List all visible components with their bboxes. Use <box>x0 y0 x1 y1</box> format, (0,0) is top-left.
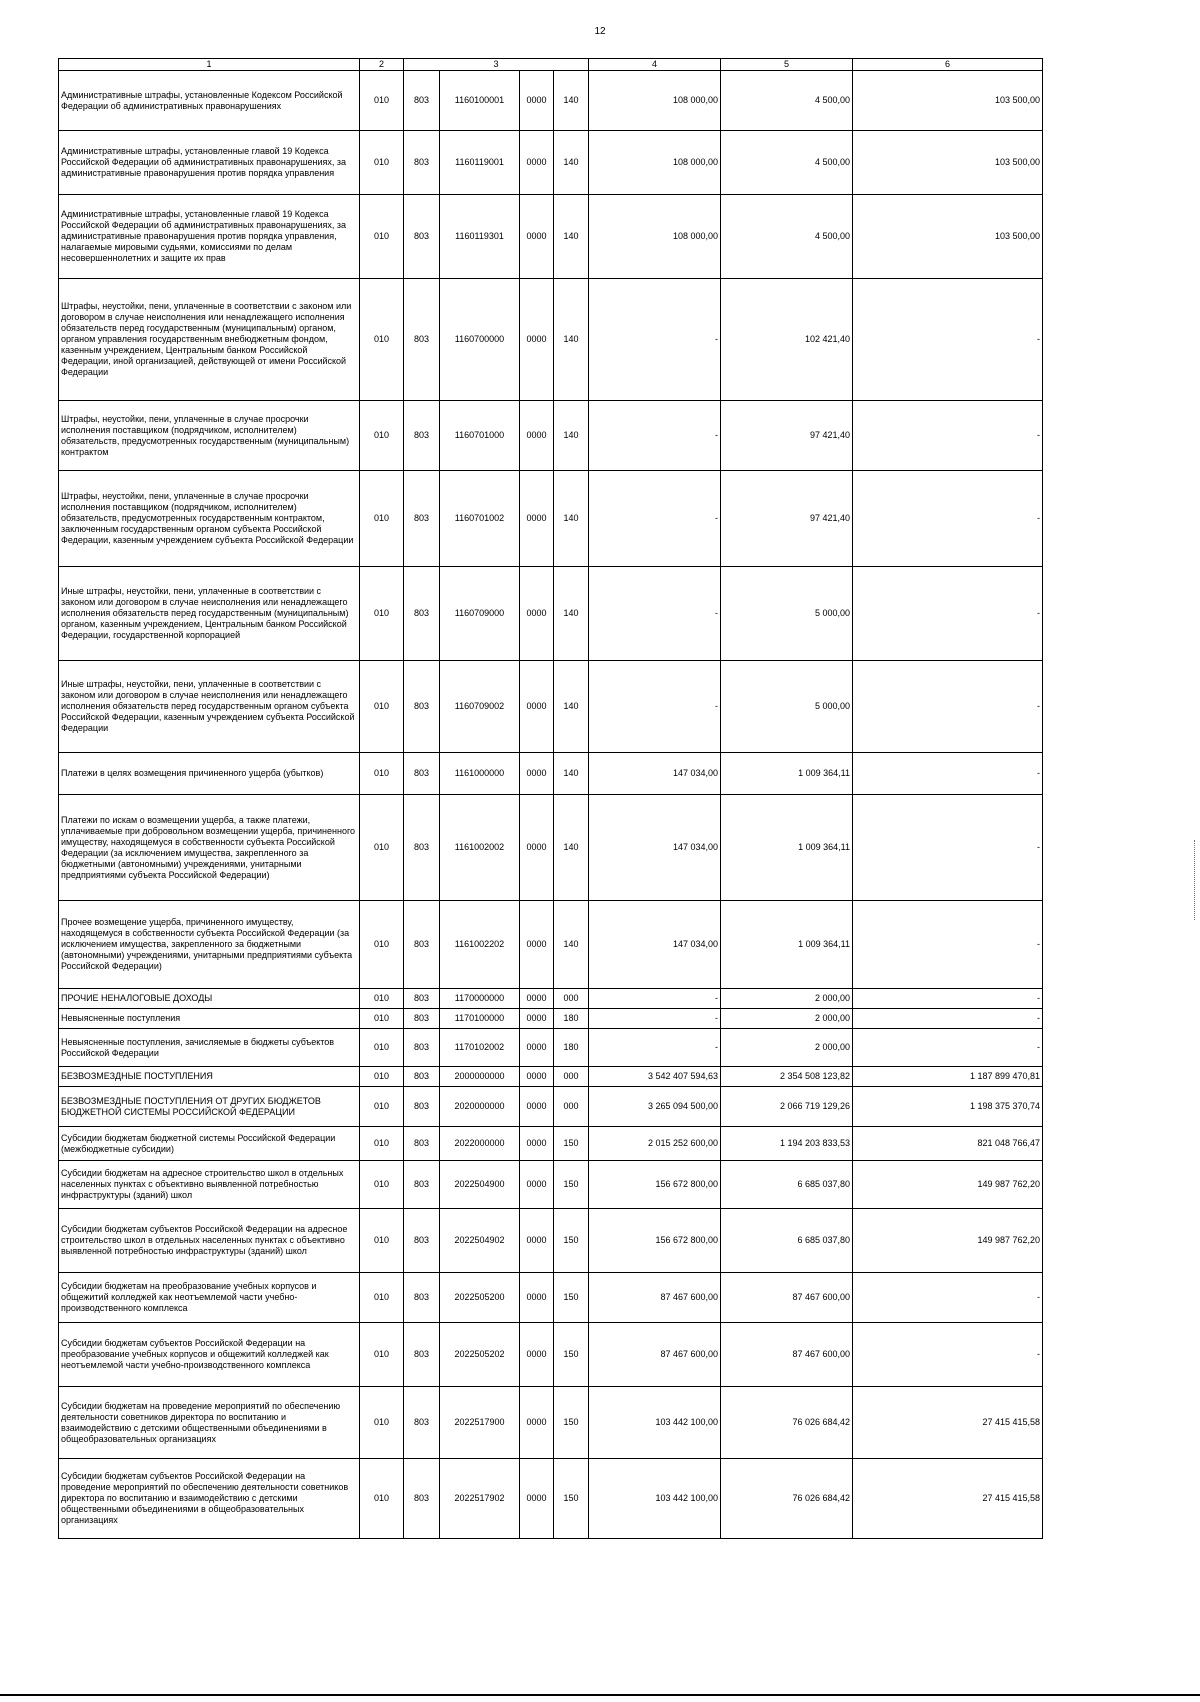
row-col-6: 149 987 762,20 <box>853 1161 1043 1209</box>
row-description: Административные штрафы, установленные главой 19 Кодекса Российской Федерации об административных правонарушениях, за административные правонарушения против порядка управления, налагаемые мировыми судьями, комиссиями по делам несовершеннолетних и защите их прав <box>59 195 360 279</box>
row-code-main: 1170100000 <box>440 1009 520 1029</box>
row-col-4: 2 015 252 600,00 <box>589 1127 721 1161</box>
table-row <box>59 661 1043 753</box>
row-code-main: 1161002002 <box>440 795 520 901</box>
row-code-main: 1161000000 <box>440 753 520 795</box>
row-description: Платежи по искам о возмещении ущерба, а также платежи, уплачиваемые при добровольном возмещении ущерба, причиненного имуществу, находящемуся в собственности субъекта Российской Федерации (за исключением имущества, закрепленного за бюджетными (автономными) учреждениями, унитарными предприятиями субъекта Российской Федерации) <box>59 795 360 901</box>
row-code-a: 010 <box>360 1273 404 1323</box>
row-col-5: 4 500,00 <box>721 195 853 279</box>
row-col-6: 149 987 762,20 <box>853 1209 1043 1273</box>
row-col-4: 3 265 094 500,00 <box>589 1087 721 1127</box>
row-description: Штрафы, неустойки, пени, уплаченные в случае просрочки исполнения поставщиком (подрядчиком, исполнителем) обязательств, предусмотренных государственным контрактом, заключенным государственным органом субъекта Российской Федерации, казенным учреждением субъекта Российской Федерации <box>59 471 360 567</box>
row-description: Субсидии бюджетам на преобразование учебных корпусов и общежитий колледжей как неотъемлемой части учебно-производственного комплекса <box>59 1273 360 1323</box>
table-row <box>59 131 1043 195</box>
row-col-6: 103 500,00 <box>853 195 1043 279</box>
row-col-4: 103 442 100,00 <box>589 1387 721 1459</box>
row-code-b: 803 <box>404 1323 440 1387</box>
row-code-d: 0000 <box>520 1209 554 1273</box>
table-header-row <box>59 59 1043 71</box>
table-row <box>59 1323 1043 1387</box>
row-col-4: 108 000,00 <box>589 131 721 195</box>
row-code-b: 803 <box>404 1029 440 1067</box>
row-code-a: 010 <box>360 471 404 567</box>
row-code-d: 0000 <box>520 1067 554 1087</box>
row-description: Субсидии бюджетам субъектов Российской Федерации на адресное строительство школ в отдельных населенных пунктах с объективно выявленной потребностью инфраструктуры (зданий) школ <box>59 1209 360 1273</box>
row-col-4: - <box>589 989 721 1009</box>
row-col-5: 97 421,40 <box>721 401 853 471</box>
row-description: Иные штрафы, неустойки, пени, уплаченные в соответствии с законом или договором в случае неисполнения или ненадлежащего исполнения обязательств перед государственным органом субъекта Российской Федерации, казенным учреждением субъекта Российской Федерации <box>59 661 360 753</box>
row-col-6: - <box>853 661 1043 753</box>
row-code-a: 010 <box>360 1087 404 1127</box>
row-col-5: 76 026 684,42 <box>721 1387 853 1459</box>
row-code-b: 803 <box>404 195 440 279</box>
row-code-a: 010 <box>360 567 404 661</box>
row-code-e: 000 <box>554 1087 589 1127</box>
row-code-d: 0000 <box>520 195 554 279</box>
row-col-5: 6 685 037,80 <box>721 1161 853 1209</box>
row-code-d: 0000 <box>520 1161 554 1209</box>
row-code-b: 803 <box>404 753 440 795</box>
row-col-5: 4 500,00 <box>721 131 853 195</box>
row-code-d: 0000 <box>520 989 554 1009</box>
row-code-b: 803 <box>404 131 440 195</box>
row-col-6: - <box>853 901 1043 989</box>
row-code-main: 1160701002 <box>440 471 520 567</box>
row-col-4: 103 442 100,00 <box>589 1459 721 1539</box>
table-row <box>59 901 1043 989</box>
table-row <box>59 1087 1043 1127</box>
row-code-a: 010 <box>360 401 404 471</box>
row-code-e: 140 <box>554 401 589 471</box>
row-code-a: 010 <box>360 131 404 195</box>
row-code-a: 010 <box>360 661 404 753</box>
row-code-a: 010 <box>360 989 404 1009</box>
row-code-a: 010 <box>360 195 404 279</box>
row-col-4: 108 000,00 <box>589 71 721 131</box>
table-row <box>59 1127 1043 1161</box>
row-code-e: 150 <box>554 1459 589 1539</box>
row-code-b: 803 <box>404 279 440 401</box>
row-col-5: 5 000,00 <box>721 567 853 661</box>
table-row <box>59 1029 1043 1067</box>
row-code-b: 803 <box>404 71 440 131</box>
row-code-a: 010 <box>360 1029 404 1067</box>
row-description: Субсидии бюджетам субъектов Российской Федерации на проведение мероприятий по обеспечению деятельности советников директора по воспитанию и взаимодействию с детскими общественными объединениями в общеобразовательных организациях <box>59 1459 360 1539</box>
row-code-e: 140 <box>554 471 589 567</box>
budget-table <box>58 58 1043 1539</box>
row-code-main: 1160709002 <box>440 661 520 753</box>
row-code-d: 0000 <box>520 795 554 901</box>
row-code-a: 010 <box>360 1387 404 1459</box>
table-row <box>59 1209 1043 1273</box>
row-code-b: 803 <box>404 401 440 471</box>
row-col-6: - <box>853 1323 1043 1387</box>
row-code-main: 1160701000 <box>440 401 520 471</box>
row-col-6: - <box>853 989 1043 1009</box>
table-row <box>59 567 1043 661</box>
row-code-a: 010 <box>360 753 404 795</box>
scan-edge-marks <box>1194 840 1196 920</box>
row-col-6: 27 415 415,58 <box>853 1459 1043 1539</box>
row-code-e: 140 <box>554 753 589 795</box>
row-code-e: 000 <box>554 1067 589 1087</box>
row-code-main: 1160709000 <box>440 567 520 661</box>
row-col-6: - <box>853 1009 1043 1029</box>
row-col-4: - <box>589 279 721 401</box>
row-description: Прочее возмещение ущерба, причиненного имуществу, находящемуся в собственности субъекта Российской Федерации (за исключением имущества, закрепленного за бюджетными (автономными) учреждениями, унитарными предприятиями субъекта Российской Федерации) <box>59 901 360 989</box>
row-code-e: 140 <box>554 71 589 131</box>
row-code-e: 140 <box>554 661 589 753</box>
row-code-e: 140 <box>554 195 589 279</box>
row-code-main: 1160119301 <box>440 195 520 279</box>
row-description: Платежи в целях возмещения причиненного ущерба (убытков) <box>59 753 360 795</box>
table-row <box>59 795 1043 901</box>
row-code-b: 803 <box>404 1273 440 1323</box>
row-code-d: 0000 <box>520 401 554 471</box>
row-col-5: 97 421,40 <box>721 471 853 567</box>
row-code-main: 2022517902 <box>440 1459 520 1539</box>
row-code-a: 010 <box>360 1067 404 1087</box>
row-code-b: 803 <box>404 471 440 567</box>
row-col-4: 147 034,00 <box>589 795 721 901</box>
row-col-4: 147 034,00 <box>589 753 721 795</box>
row-code-d: 0000 <box>520 131 554 195</box>
row-code-b: 803 <box>404 1209 440 1273</box>
row-col-6: - <box>853 753 1043 795</box>
table-row <box>59 753 1043 795</box>
row-description: Штрафы, неустойки, пени, уплаченные в соответствии с законом или договором в случае неисполнения или ненадлежащего исполнения обязательств перед государственным (муниципальным) органом, органом управления государственным внебюджетным фондом, казенным учреждением, Центральным банком Российской Федерации, иной организацией, действующей от имени Российской Федерации <box>59 279 360 401</box>
row-col-5: 1 009 364,11 <box>721 901 853 989</box>
row-code-e: 140 <box>554 279 589 401</box>
header-col-1: 1 <box>59 59 360 71</box>
row-col-5: 1 194 203 833,53 <box>721 1127 853 1161</box>
row-col-4: - <box>589 661 721 753</box>
row-col-6: 27 415 415,58 <box>853 1387 1043 1459</box>
row-code-a: 010 <box>360 901 404 989</box>
row-col-6: - <box>853 1029 1043 1067</box>
row-code-d: 0000 <box>520 901 554 989</box>
row-col-6: - <box>853 567 1043 661</box>
row-col-4: 87 467 600,00 <box>589 1323 721 1387</box>
row-code-a: 010 <box>360 1127 404 1161</box>
row-description: БЕЗВОЗМЕЗДНЫЕ ПОСТУПЛЕНИЯ <box>59 1067 360 1087</box>
row-code-d: 0000 <box>520 1459 554 1539</box>
row-col-5: 2 066 719 129,26 <box>721 1087 853 1127</box>
row-code-main: 2020000000 <box>440 1087 520 1127</box>
row-code-b: 803 <box>404 1067 440 1087</box>
row-col-6: 821 048 766,47 <box>853 1127 1043 1161</box>
row-description: Иные штрафы, неустойки, пени, уплаченные в соответствии с законом или договором в случае неисполнения или ненадлежащего исполнения обязательств перед государственным (муниципальным) органом, казенным учреждением, Центральным банком Российской Федерации, государственной корпорацией <box>59 567 360 661</box>
row-code-e: 150 <box>554 1387 589 1459</box>
row-code-main: 2022504902 <box>440 1209 520 1273</box>
row-code-d: 0000 <box>520 471 554 567</box>
table-row <box>59 1387 1043 1459</box>
row-col-5: 2 354 508 123,82 <box>721 1067 853 1087</box>
row-col-6: 1 187 899 470,81 <box>853 1067 1043 1087</box>
row-col-4: - <box>589 567 721 661</box>
row-code-e: 150 <box>554 1273 589 1323</box>
row-code-b: 803 <box>404 989 440 1009</box>
row-description: Субсидии бюджетам субъектов Российской Федерации на преобразование учебных корпусов и общежитий колледжей как неотъемлемой части учебно-производственного комплекса <box>59 1323 360 1387</box>
page-number: 12 <box>594 26 606 37</box>
row-code-main: 2022000000 <box>440 1127 520 1161</box>
table-row <box>59 71 1043 131</box>
row-col-5: 5 000,00 <box>721 661 853 753</box>
row-code-b: 803 <box>404 567 440 661</box>
row-code-a: 010 <box>360 71 404 131</box>
row-description: Субсидии бюджетам на адресное строительство школ в отдельных населенных пунктах с объективно выявленной потребностью инфраструктуры (зданий) школ <box>59 1161 360 1209</box>
row-code-b: 803 <box>404 1161 440 1209</box>
row-code-d: 0000 <box>520 753 554 795</box>
table-row <box>59 1009 1043 1029</box>
row-description: Штрафы, неустойки, пени, уплаченные в случае просрочки исполнения поставщиком (подрядчиком, исполнителем) обязательств, предусмотренных государственным (муниципальным) контрактом <box>59 401 360 471</box>
table-row <box>59 1273 1043 1323</box>
row-col-4: - <box>589 401 721 471</box>
row-col-4: 147 034,00 <box>589 901 721 989</box>
row-col-4: 108 000,00 <box>589 195 721 279</box>
row-col-5: 6 685 037,80 <box>721 1209 853 1273</box>
row-description: ПРОЧИЕ НЕНАЛОГОВЫЕ ДОХОДЫ <box>59 989 360 1009</box>
row-code-main: 1161002202 <box>440 901 520 989</box>
row-col-5: 87 467 600,00 <box>721 1323 853 1387</box>
row-description: Субсидии бюджетам бюджетной системы Российской Федерации (межбюджетные субсидии) <box>59 1127 360 1161</box>
table-row <box>59 279 1043 401</box>
row-code-e: 150 <box>554 1161 589 1209</box>
row-code-d: 0000 <box>520 1387 554 1459</box>
row-code-e: 140 <box>554 795 589 901</box>
header-col-3: 3 <box>404 59 589 71</box>
table-row <box>59 989 1043 1009</box>
table-row <box>59 195 1043 279</box>
row-col-6: 103 500,00 <box>853 131 1043 195</box>
row-col-6: - <box>853 401 1043 471</box>
row-code-a: 010 <box>360 1459 404 1539</box>
row-code-b: 803 <box>404 795 440 901</box>
row-code-main: 1160119001 <box>440 131 520 195</box>
table-row <box>59 471 1043 567</box>
row-code-main: 2000000000 <box>440 1067 520 1087</box>
row-col-5: 4 500,00 <box>721 71 853 131</box>
row-code-d: 0000 <box>520 279 554 401</box>
row-code-b: 803 <box>404 1387 440 1459</box>
header-col-4: 4 <box>589 59 721 71</box>
row-code-d: 0000 <box>520 1127 554 1161</box>
row-code-e: 140 <box>554 901 589 989</box>
table-row <box>59 1161 1043 1209</box>
row-col-4: 3 542 407 594,63 <box>589 1067 721 1087</box>
row-col-5: 2 000,00 <box>721 1009 853 1029</box>
row-col-4: - <box>589 1009 721 1029</box>
row-code-d: 0000 <box>520 1323 554 1387</box>
row-col-6: 1 198 375 370,74 <box>853 1087 1043 1127</box>
row-code-a: 010 <box>360 279 404 401</box>
row-col-5: 102 421,40 <box>721 279 853 401</box>
row-col-6: - <box>853 1273 1043 1323</box>
row-code-main: 1160100001 <box>440 71 520 131</box>
header-col-6: 6 <box>853 59 1043 71</box>
row-code-main: 1170102002 <box>440 1029 520 1067</box>
row-col-5: 76 026 684,42 <box>721 1459 853 1539</box>
row-code-b: 803 <box>404 1009 440 1029</box>
row-col-4: 156 672 800,00 <box>589 1161 721 1209</box>
row-col-5: 2 000,00 <box>721 989 853 1009</box>
row-code-e: 140 <box>554 567 589 661</box>
row-description: БЕЗВОЗМЕЗДНЫЕ ПОСТУПЛЕНИЯ ОТ ДРУГИХ БЮДЖЕТОВ БЮДЖЕТНОЙ СИСТЕМЫ РОССИЙСКОЙ ФЕДЕРАЦИИ <box>59 1087 360 1127</box>
row-code-e: 150 <box>554 1323 589 1387</box>
row-description: Административные штрафы, установленные Кодексом Российской Федерации об административных правонарушениях <box>59 71 360 131</box>
row-code-main: 2022504900 <box>440 1161 520 1209</box>
row-code-a: 010 <box>360 1323 404 1387</box>
row-code-main: 2022505202 <box>440 1323 520 1387</box>
bottom-rule <box>0 1694 1200 1696</box>
row-code-d: 0000 <box>520 1009 554 1029</box>
row-code-e: 150 <box>554 1127 589 1161</box>
row-code-e: 140 <box>554 131 589 195</box>
row-col-6: 103 500,00 <box>853 71 1043 131</box>
row-code-a: 010 <box>360 1161 404 1209</box>
row-col-5: 87 467 600,00 <box>721 1273 853 1323</box>
row-code-e: 000 <box>554 989 589 1009</box>
row-code-d: 0000 <box>520 1273 554 1323</box>
row-description: Субсидии бюджетам на проведение мероприятий по обеспечению деятельности советников директора по воспитанию и взаимодействию с детскими общественными объединениями в общеобразовательных организациях <box>59 1387 360 1459</box>
row-code-main: 2022505200 <box>440 1273 520 1323</box>
header-col-2: 2 <box>360 59 404 71</box>
row-col-4: - <box>589 1029 721 1067</box>
row-col-4: 156 672 800,00 <box>589 1209 721 1273</box>
table-row <box>59 401 1043 471</box>
row-code-main: 1160700000 <box>440 279 520 401</box>
row-description: Административные штрафы, установленные главой 19 Кодекса Российской Федерации об административных правонарушениях, за административные правонарушения против порядка управления <box>59 131 360 195</box>
row-code-b: 803 <box>404 1127 440 1161</box>
row-code-d: 0000 <box>520 661 554 753</box>
row-code-e: 150 <box>554 1209 589 1273</box>
row-col-4: 87 467 600,00 <box>589 1273 721 1323</box>
row-code-b: 803 <box>404 661 440 753</box>
row-code-d: 0000 <box>520 1029 554 1067</box>
row-code-a: 010 <box>360 1009 404 1029</box>
row-code-main: 2022517900 <box>440 1387 520 1459</box>
row-code-e: 180 <box>554 1009 589 1029</box>
row-code-b: 803 <box>404 1459 440 1539</box>
row-description: Невыясненные поступления <box>59 1009 360 1029</box>
row-col-6: - <box>853 279 1043 401</box>
header-col-5: 5 <box>721 59 853 71</box>
table-row <box>59 1459 1043 1539</box>
row-code-d: 0000 <box>520 567 554 661</box>
row-code-e: 180 <box>554 1029 589 1067</box>
row-col-6: - <box>853 795 1043 901</box>
row-col-5: 1 009 364,11 <box>721 753 853 795</box>
row-col-6: - <box>853 471 1043 567</box>
row-code-main: 1170000000 <box>440 989 520 1009</box>
table-row <box>59 1067 1043 1087</box>
row-code-a: 010 <box>360 795 404 901</box>
row-code-a: 010 <box>360 1209 404 1273</box>
row-description: Невыясненные поступления, зачисляемые в бюджеты субъектов Российской Федерации <box>59 1029 360 1067</box>
row-col-5: 2 000,00 <box>721 1029 853 1067</box>
row-code-b: 803 <box>404 901 440 989</box>
row-code-b: 803 <box>404 1087 440 1127</box>
row-code-d: 0000 <box>520 71 554 131</box>
row-col-4: - <box>589 471 721 567</box>
row-code-d: 0000 <box>520 1087 554 1127</box>
row-col-5: 1 009 364,11 <box>721 795 853 901</box>
